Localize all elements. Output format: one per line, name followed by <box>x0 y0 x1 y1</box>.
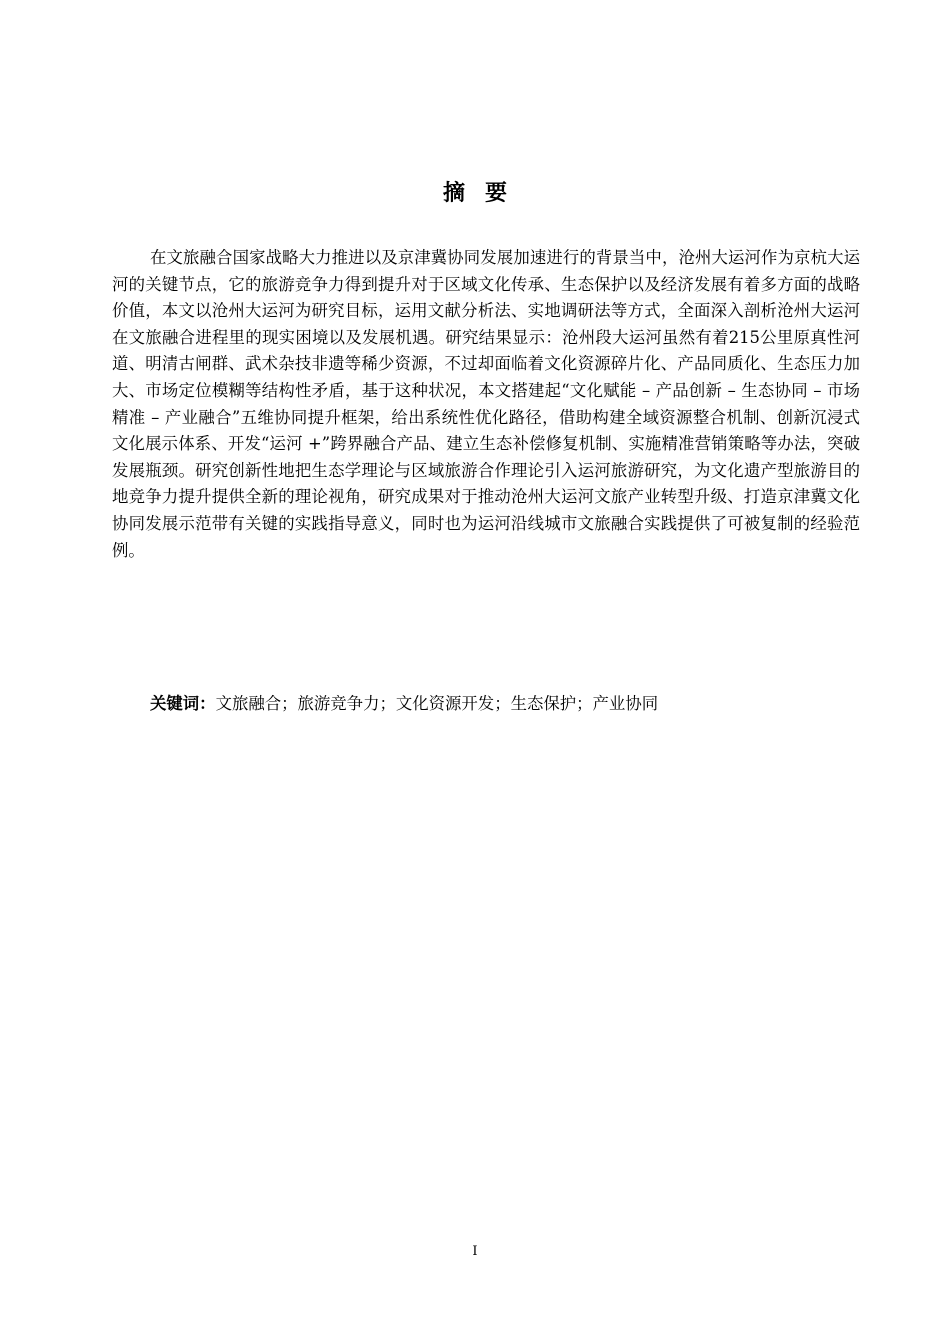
abstract-paragraph: 在文旅融合国家战略大力推进以及京津冀协同发展加速进行的背景当中，沧州大运河作为京杭大运河的关键节点，它的旅游竞争力得到提升对于区域文化传承、生态保护以及经济发展有着多方面的战略价值，本文以沧州大运河为研究目标，运用文献分析法、实地调研法等方式，全面深入剖析沧州大运河在文旅融合进程里的现实困境以及发展机遇。研究结果显示：沧州段大运河虽然有着215公里原真性河道、明清古闸群、武术杂技非遗等稀少资源，不过却面临着文化资源碎片化、产品同质化、生态压力加大、市场定位模糊等结构性矛盾，基于这种状况，本文搭建起“文化赋能 – 产品创新 – 生态协同 – 市场精准 – 产业融合”五维协同提升框架，给出系统性优化路径，借助构建全域资源整合机制、创新沉浸式文化展示体系、开发“运河 +”跨界融合产品、建立生态补偿修复机制、实施精准营销策略等办法，突破发展瓶颈。研究创新性地把生态学理论与区域旅游合作理论引入运河旅游研究，为文化遗产型旅游目的地竞争力提升提供全新的理论视角，研究成果对于推动沧州大运河文旅产业转型升级、打造京津冀文化协同发展示范带有关键的实践指导意义，同时也为运河沿线城市文旅融合实践提供了可被复制的经验范例。 <box>112 248 860 560</box>
page-number: I <box>472 1244 478 1259</box>
page-title: 摘要 <box>442 181 527 206</box>
keywords-label: 关键词： <box>150 694 216 713</box>
keywords-text: 文旅融合；旅游竞争力；文化资源开发；生态保护；产业协同 <box>215 694 659 713</box>
keywords-line <box>112 691 860 718</box>
